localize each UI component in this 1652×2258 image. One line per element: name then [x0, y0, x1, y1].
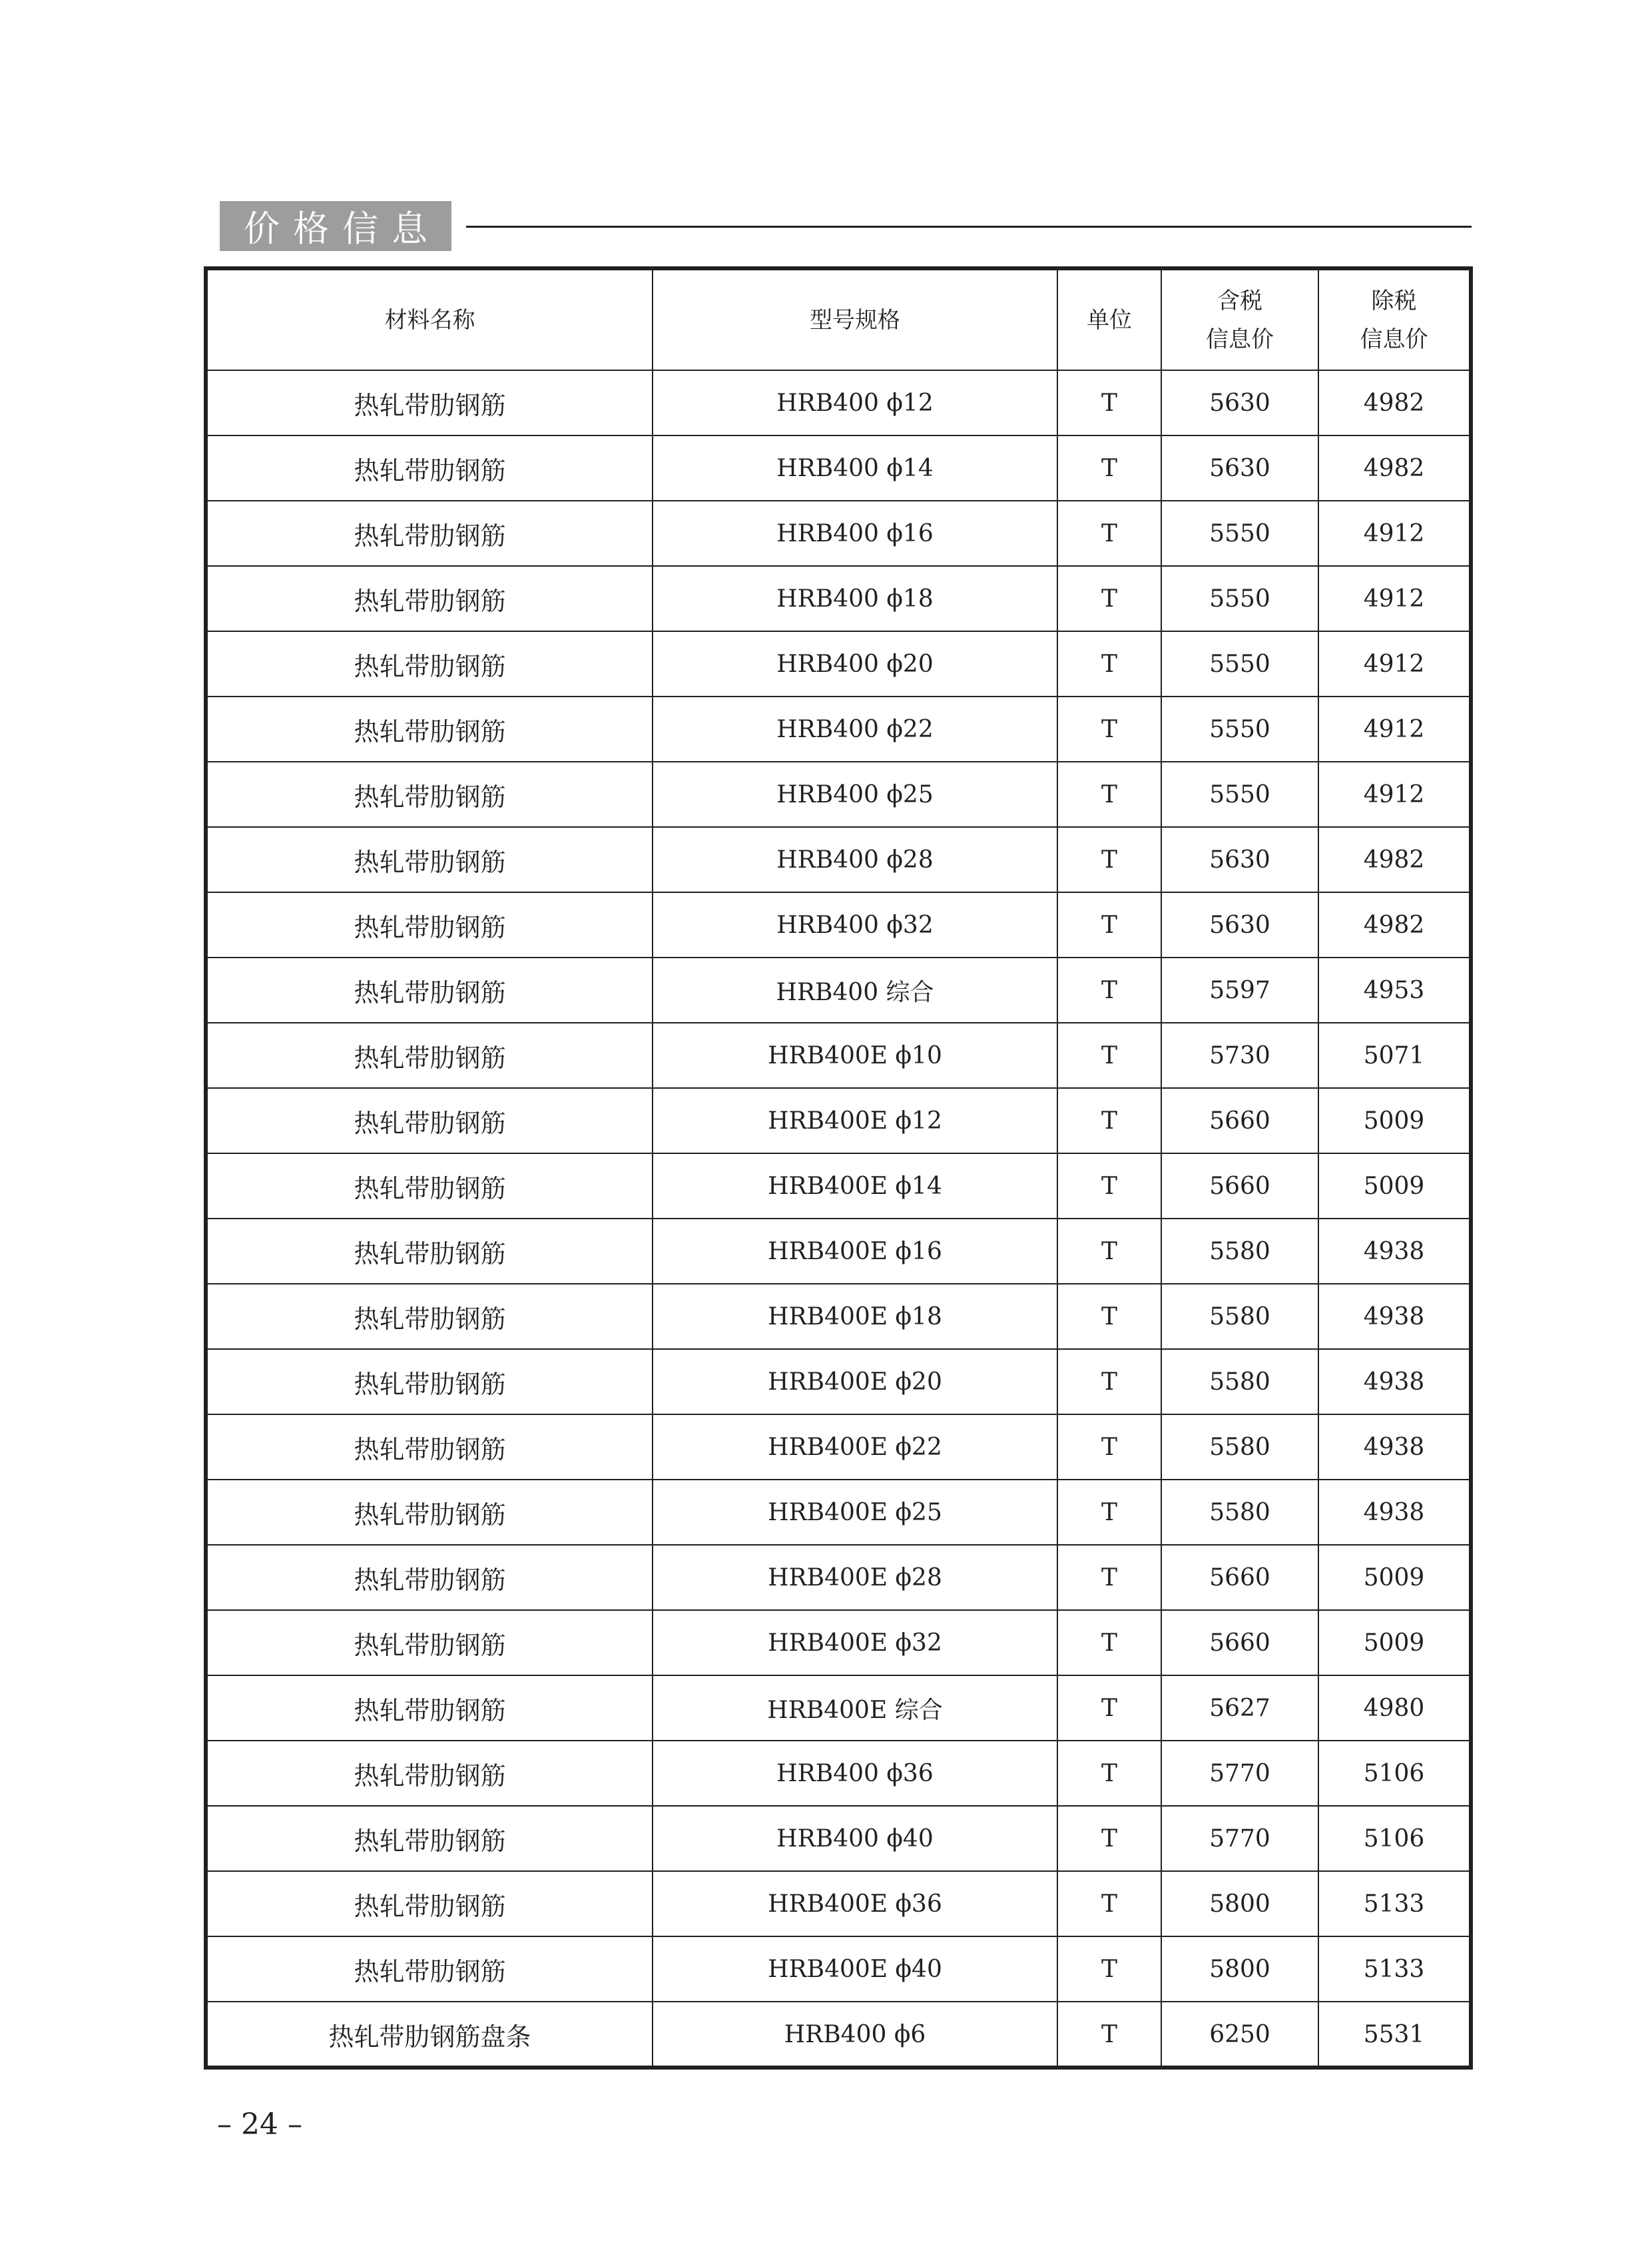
cell-spec: HRB400 ϕ40 — [653, 1806, 1057, 1871]
cell-tax-inclusive-price: 5580 — [1161, 1284, 1318, 1349]
header-tax-exclusive-price — [1318, 270, 1469, 370]
cell-material-name: 热轧带肋钢筋 — [208, 1153, 653, 1219]
table-body — [208, 370, 1469, 2067]
cell-tax-exclusive-price: 4938 — [1318, 1480, 1469, 1545]
cell-unit: T — [1057, 892, 1161, 958]
cell-material-name: 热轧带肋钢筋 — [208, 1284, 653, 1349]
cell-spec: HRB400 ϕ36 — [653, 1741, 1057, 1806]
cell-unit: T — [1057, 501, 1161, 566]
cell-tax-exclusive-price: 5071 — [1318, 1023, 1469, 1088]
cell-tax-inclusive-price: 5630 — [1161, 827, 1318, 892]
section-divider — [466, 226, 1472, 228]
cell-unit: T — [1057, 1480, 1161, 1545]
header-spec: 型号规格 — [653, 270, 1057, 370]
cell-unit: T — [1057, 1023, 1161, 1088]
cell-spec: HRB400 ϕ14 — [653, 435, 1057, 501]
cell-material-name: 热轧带肋钢筋 — [208, 631, 653, 697]
cell-tax-exclusive-price: 4982 — [1318, 435, 1469, 501]
cell-unit: T — [1057, 1153, 1161, 1219]
cell-spec: HRB400E ϕ28 — [653, 1545, 1057, 1610]
table-row — [208, 1675, 1469, 1741]
cell-tax-exclusive-price: 4938 — [1318, 1349, 1469, 1414]
cell-tax-inclusive-price: 5800 — [1161, 1936, 1318, 2002]
cell-material-name: 热轧带肋钢筋 — [208, 501, 653, 566]
price-table — [208, 270, 1469, 2067]
cell-tax-inclusive-price: 5597 — [1161, 958, 1318, 1023]
cell-tax-exclusive-price: 5133 — [1318, 1936, 1469, 2002]
cell-material-name: 热轧带肋钢筋 — [208, 1545, 653, 1610]
cell-material-name: 热轧带肋钢筋 — [208, 1806, 653, 1871]
cell-material-name: 热轧带肋钢筋 — [208, 1219, 653, 1284]
cell-material-name: 热轧带肋钢筋 — [208, 370, 653, 435]
cell-tax-exclusive-price: 5009 — [1318, 1545, 1469, 1610]
cell-tax-inclusive-price: 5550 — [1161, 697, 1318, 762]
table-row — [208, 2002, 1469, 2067]
cell-unit: T — [1057, 1610, 1161, 1675]
cell-spec: HRB400E ϕ12 — [653, 1088, 1057, 1153]
cell-unit: T — [1057, 2002, 1161, 2067]
cell-spec: HRB400E ϕ40 — [653, 1936, 1057, 2002]
cell-unit: T — [1057, 1545, 1161, 1610]
cell-material-name: 热轧带肋钢筋 — [208, 1871, 653, 1936]
cell-spec: HRB400E ϕ22 — [653, 1414, 1057, 1480]
table-row — [208, 1088, 1469, 1153]
cell-material-name: 热轧带肋钢筋 — [208, 827, 653, 892]
cell-tax-exclusive-price: 4912 — [1318, 566, 1469, 631]
cell-tax-exclusive-price: 5009 — [1318, 1153, 1469, 1219]
cell-tax-exclusive-price: 5009 — [1318, 1610, 1469, 1675]
cell-spec: HRB400 ϕ18 — [653, 566, 1057, 631]
cell-tax-inclusive-price: 5580 — [1161, 1219, 1318, 1284]
table-row — [208, 1610, 1469, 1675]
cell-tax-exclusive-price: 4912 — [1318, 501, 1469, 566]
cell-unit: T — [1057, 1219, 1161, 1284]
header-material-name: 材料名称 — [208, 270, 653, 370]
cell-unit: T — [1057, 435, 1161, 501]
cell-spec: HRB400E 综合 — [653, 1675, 1057, 1741]
table-row — [208, 1741, 1469, 1806]
cell-tax-inclusive-price: 5630 — [1161, 370, 1318, 435]
cell-unit: T — [1057, 1806, 1161, 1871]
table-row — [208, 1545, 1469, 1610]
cell-spec: HRB400 ϕ20 — [653, 631, 1057, 697]
cell-material-name: 热轧带肋钢筋 — [208, 1936, 653, 2002]
cell-tax-exclusive-price: 5531 — [1318, 2002, 1469, 2067]
cell-unit: T — [1057, 1414, 1161, 1480]
cell-material-name: 热轧带肋钢筋 — [208, 1741, 653, 1806]
cell-tax-inclusive-price: 5550 — [1161, 501, 1318, 566]
cell-material-name: 热轧带肋钢筋 — [208, 1414, 653, 1480]
cell-tax-inclusive-price: 5550 — [1161, 631, 1318, 697]
cell-tax-inclusive-price: 5630 — [1161, 435, 1318, 501]
cell-spec: HRB400E ϕ18 — [653, 1284, 1057, 1349]
cell-tax-exclusive-price: 5009 — [1318, 1088, 1469, 1153]
cell-unit: T — [1057, 631, 1161, 697]
cell-tax-exclusive-price: 4912 — [1318, 762, 1469, 827]
cell-unit: T — [1057, 1741, 1161, 1806]
section-title: 价格信息 — [244, 208, 441, 250]
header-tax-inclusive-line2: 信息价 — [1206, 326, 1274, 353]
section-title-tag — [220, 201, 451, 251]
table-row — [208, 1936, 1469, 2002]
cell-spec: HRB400 ϕ32 — [653, 892, 1057, 958]
table-header-row — [208, 270, 1469, 370]
cell-spec: HRB400 ϕ22 — [653, 697, 1057, 762]
cell-tax-exclusive-price: 5133 — [1318, 1871, 1469, 1936]
cell-material-name: 热轧带肋钢筋 — [208, 1023, 653, 1088]
cell-tax-inclusive-price: 5550 — [1161, 762, 1318, 827]
cell-material-name: 热轧带肋钢筋盘条 — [208, 2002, 653, 2067]
cell-unit: T — [1057, 1675, 1161, 1741]
cell-material-name: 热轧带肋钢筋 — [208, 1610, 653, 1675]
cell-unit: T — [1057, 370, 1161, 435]
header-unit: 单位 — [1057, 270, 1161, 370]
cell-unit: T — [1057, 1936, 1161, 2002]
table-row — [208, 566, 1469, 631]
cell-tax-exclusive-price: 4982 — [1318, 892, 1469, 958]
cell-tax-exclusive-price: 4912 — [1318, 631, 1469, 697]
table-row — [208, 631, 1469, 697]
cell-material-name: 热轧带肋钢筋 — [208, 1480, 653, 1545]
cell-unit: T — [1057, 1284, 1161, 1349]
cell-material-name: 热轧带肋钢筋 — [208, 1349, 653, 1414]
cell-unit: T — [1057, 1871, 1161, 1936]
cell-spec: HRB400E ϕ36 — [653, 1871, 1057, 1936]
table-row — [208, 1806, 1469, 1871]
cell-tax-inclusive-price: 5627 — [1161, 1675, 1318, 1741]
cell-material-name: 热轧带肋钢筋 — [208, 958, 653, 1023]
cell-material-name: 热轧带肋钢筋 — [208, 762, 653, 827]
cell-material-name: 热轧带肋钢筋 — [208, 566, 653, 631]
cell-material-name: 热轧带肋钢筋 — [208, 892, 653, 958]
cell-tax-inclusive-price: 5580 — [1161, 1414, 1318, 1480]
cell-material-name: 热轧带肋钢筋 — [208, 697, 653, 762]
cell-tax-exclusive-price: 5106 — [1318, 1806, 1469, 1871]
table-row — [208, 370, 1469, 435]
table-row — [208, 958, 1469, 1023]
cell-tax-inclusive-price: 5580 — [1161, 1480, 1318, 1545]
table-row — [208, 827, 1469, 892]
cell-spec: HRB400 ϕ16 — [653, 501, 1057, 566]
table-row — [208, 501, 1469, 566]
header-tax-inclusive-price — [1161, 270, 1318, 370]
cell-tax-inclusive-price: 5660 — [1161, 1610, 1318, 1675]
cell-unit: T — [1057, 958, 1161, 1023]
cell-tax-inclusive-price: 5660 — [1161, 1545, 1318, 1610]
cell-spec: HRB400E ϕ16 — [653, 1219, 1057, 1284]
table-row — [208, 1414, 1469, 1480]
cell-tax-exclusive-price: 4938 — [1318, 1219, 1469, 1284]
cell-tax-inclusive-price: 5800 — [1161, 1871, 1318, 1936]
cell-spec: HRB400E ϕ20 — [653, 1349, 1057, 1414]
cell-tax-exclusive-price: 4980 — [1318, 1675, 1469, 1741]
table-row — [208, 1284, 1469, 1349]
table-row — [208, 1480, 1469, 1545]
cell-unit: T — [1057, 1088, 1161, 1153]
cell-spec: HRB400 ϕ28 — [653, 827, 1057, 892]
cell-spec: HRB400E ϕ10 — [653, 1023, 1057, 1088]
cell-material-name: 热轧带肋钢筋 — [208, 1675, 653, 1741]
cell-spec: HRB400 ϕ12 — [653, 370, 1057, 435]
cell-spec: HRB400E ϕ25 — [653, 1480, 1057, 1545]
cell-unit: T — [1057, 1349, 1161, 1414]
cell-material-name: 热轧带肋钢筋 — [208, 1088, 653, 1153]
table-row — [208, 1023, 1469, 1088]
cell-tax-inclusive-price: 5770 — [1161, 1741, 1318, 1806]
header-tax-inclusive-line1: 含税 — [1217, 287, 1262, 314]
table-row — [208, 762, 1469, 827]
table-row — [208, 1871, 1469, 1936]
header-tax-exclusive-line2: 信息价 — [1360, 326, 1428, 353]
cell-spec: HRB400E ϕ14 — [653, 1153, 1057, 1219]
cell-tax-exclusive-price: 4938 — [1318, 1284, 1469, 1349]
cell-tax-exclusive-price: 4938 — [1318, 1414, 1469, 1480]
cell-spec: HRB400 ϕ25 — [653, 762, 1057, 827]
table-row — [208, 1153, 1469, 1219]
cell-tax-exclusive-price: 4982 — [1318, 827, 1469, 892]
cell-spec: HRB400E ϕ32 — [653, 1610, 1057, 1675]
cell-tax-inclusive-price: 5580 — [1161, 1349, 1318, 1414]
table-row — [208, 1219, 1469, 1284]
cell-tax-inclusive-price: 5550 — [1161, 566, 1318, 631]
cell-unit: T — [1057, 566, 1161, 631]
cell-tax-inclusive-price: 5770 — [1161, 1806, 1318, 1871]
cell-tax-inclusive-price: 5730 — [1161, 1023, 1318, 1088]
cell-tax-exclusive-price: 4912 — [1318, 697, 1469, 762]
cell-material-name: 热轧带肋钢筋 — [208, 435, 653, 501]
cell-tax-exclusive-price: 5106 — [1318, 1741, 1469, 1806]
page-number: – 24 – — [217, 2108, 302, 2141]
cell-unit: T — [1057, 827, 1161, 892]
table-row — [208, 1349, 1469, 1414]
cell-unit: T — [1057, 697, 1161, 762]
section-header — [220, 201, 1472, 251]
cell-tax-inclusive-price: 5660 — [1161, 1153, 1318, 1219]
table-row — [208, 435, 1469, 501]
cell-tax-inclusive-price: 5630 — [1161, 892, 1318, 958]
cell-spec: HRB400 ϕ6 — [653, 2002, 1057, 2067]
cell-tax-exclusive-price: 4982 — [1318, 370, 1469, 435]
price-table-frame — [204, 266, 1473, 2070]
table-row — [208, 697, 1469, 762]
header-tax-exclusive-line1: 除税 — [1371, 287, 1417, 314]
table-row — [208, 892, 1469, 958]
cell-tax-inclusive-price: 6250 — [1161, 2002, 1318, 2067]
cell-tax-inclusive-price: 5660 — [1161, 1088, 1318, 1153]
cell-spec: HRB400 综合 — [653, 958, 1057, 1023]
cell-tax-exclusive-price: 4953 — [1318, 958, 1469, 1023]
cell-unit: T — [1057, 762, 1161, 827]
